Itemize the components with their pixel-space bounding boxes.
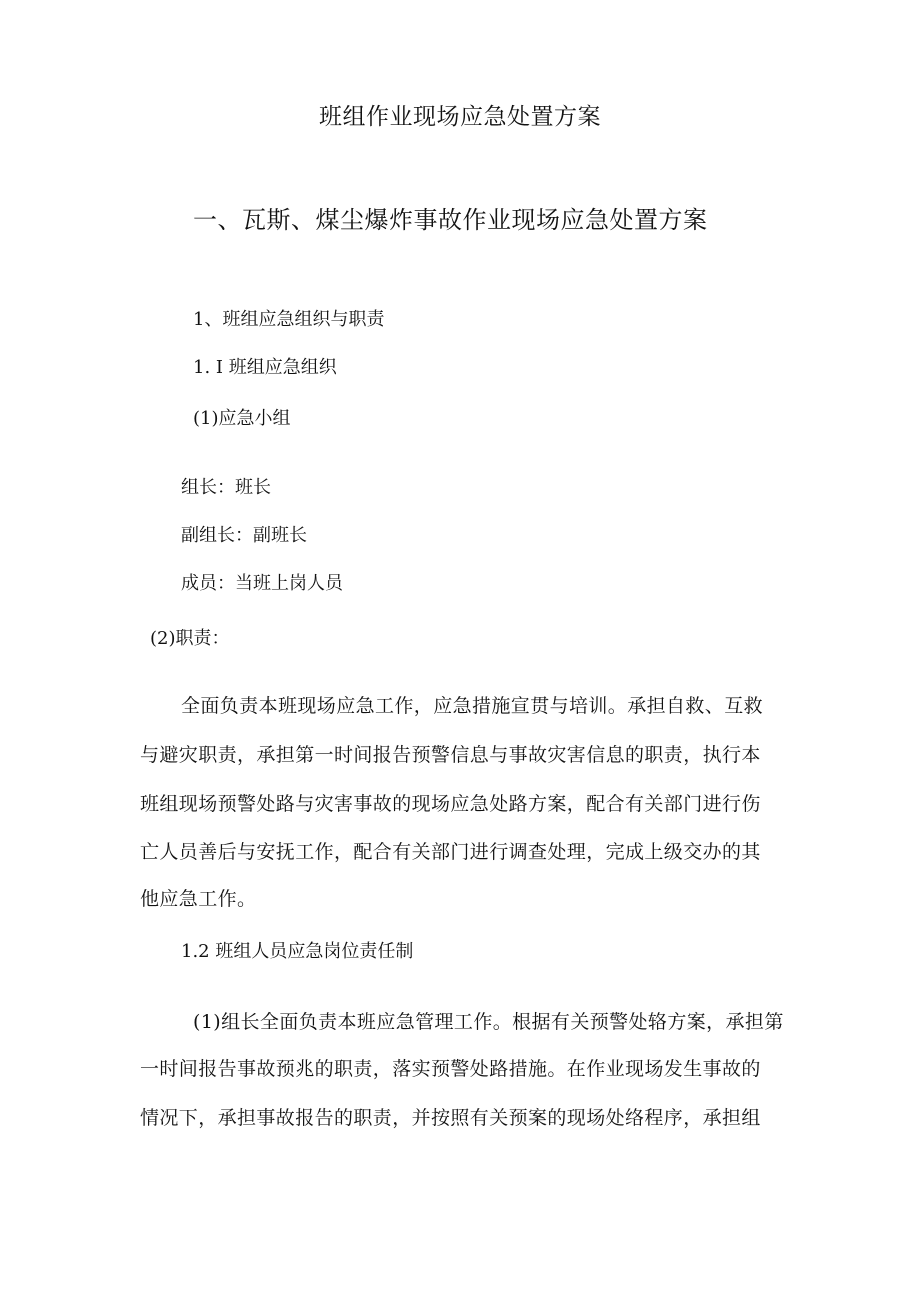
duty-paragraph-line: 全面负责本班现场应急工作，应急措施宣贯与培训。承担自救、互救 — [181, 695, 764, 717]
subheading-1: 1、班组应急组织与职责 — [193, 309, 385, 330]
section-heading: 一、瓦斯、煤尘爆炸事故作业现场应急处置方案 — [193, 206, 708, 234]
duty-paragraph-line: 亡人员善后与安抚工作，配合有关部门进行调查处理，完成上级交办的其 — [140, 841, 761, 863]
members-line: 成员：当班上岗人员 — [181, 573, 343, 594]
deputy-leader-line: 副组长：副班长 — [181, 525, 307, 546]
subheading-1-1: 1. I 班组应急组织 — [193, 357, 337, 378]
leader-paragraph-line: 一时间报告事故预兆的职责，落实预警处路措施。在作业现场发生事故的 — [140, 1058, 761, 1080]
document-title: 班组作业现场应急处置方案 — [319, 104, 601, 130]
duty-paragraph-line: 班组现场预警处路与灾害事故的现场应急处路方案，配合有关部门进行伤 — [140, 793, 761, 815]
leader-paragraph-line: 情况下，承担事故报告的职责，并按照有关预案的现场处络程序，承担组 — [140, 1107, 761, 1129]
item-emergency-team: (1)应急小组 — [193, 408, 291, 429]
team-leader-line: 组长：班长 — [181, 477, 271, 498]
leader-paragraph-line: (1)组长全面负责本班应急管理工作。根据有关预警处辂方案，承担第 — [193, 1011, 784, 1033]
duty-paragraph-line: 与避灾职责，承担第一时间报告预警信息与事故灾害信息的职责，执行本 — [140, 744, 761, 766]
subheading-1-2: 1.2 班组人员应急岗位责任制 — [181, 941, 414, 962]
duty-paragraph-line: 他应急工作。 — [140, 888, 257, 910]
item-duties: (2)职责： — [150, 628, 230, 649]
